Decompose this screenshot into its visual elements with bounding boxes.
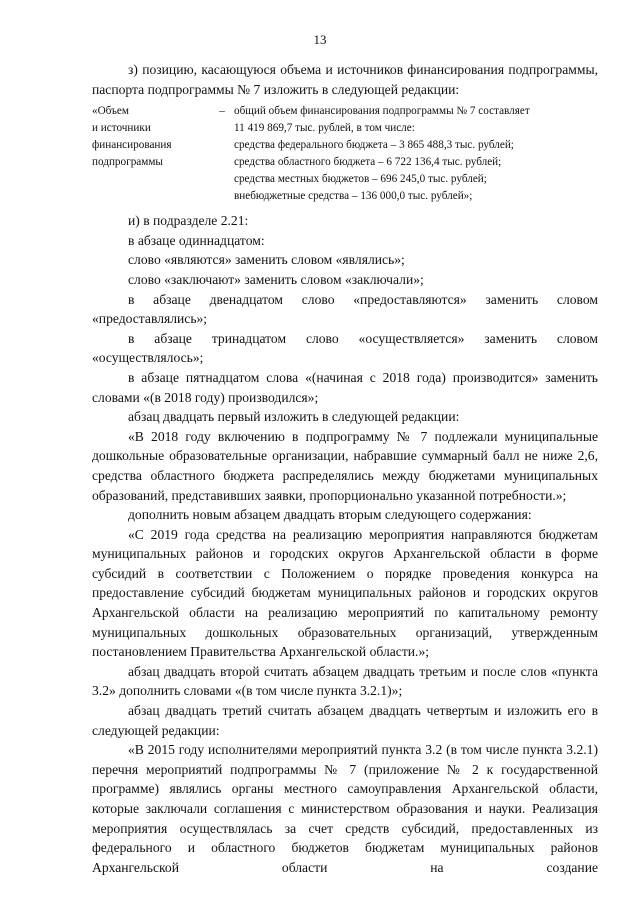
passport-right-line: средства областного бюджета – 6 722 136,4 тыс. рублей; bbox=[234, 156, 502, 169]
paragraph: абзац двадцать первый изложить в следующей редакции: bbox=[128, 409, 460, 425]
quoted-paragraph: «В 2018 году включению в подпрограмму № 7 подлежали муниципальные дошкольные образовательные организации, набравшие суммарный балл не ниже 2,6, средства областного бюджета распределялись между бюджетами муниципальных образований, представивших заявки, пропорционально указанной потребности.»; bbox=[92, 428, 598, 503]
passport-right-line: средства местных бюджетов – 696 245,0 тыс. рублей; bbox=[234, 173, 487, 186]
paragraph: в абзаце тринадцатом слово «осуществляется» заменить словом «осуществлялось»; bbox=[92, 330, 598, 366]
passport-left-line: финансирования bbox=[92, 139, 172, 152]
paragraph: в абзаце двенадцатом слово «предоставляются» заменить словом «предоставлялись»; bbox=[92, 291, 598, 327]
passport-right-line: внебюджетные средства – 136 000,0 тыс. рублей»; bbox=[234, 190, 473, 203]
paragraph: в абзаце пятнадцатом слова «(начиная с 2018 года) производится» заменить словами «(в 2018 году) производился»; bbox=[92, 369, 598, 405]
paragraph: абзац двадцать третий считать абзацем двадцать четвертым и изложить его в следующей редакции: bbox=[92, 703, 598, 738]
page-number: 13 bbox=[313, 32, 327, 47]
passport-right-line: 11 419 869,7 тыс. рублей, в том числе: bbox=[234, 122, 415, 135]
item-z-paragraph: з) позицию, касающуюся объема и источников финансирования подпрограммы, паспорта подпрограммы № 7 изложить в следующей редакции: bbox=[92, 62, 598, 97]
paragraph: абзац двадцать второй считать абзацем двадцать третьим и после слов «пункта 3.2» дополнить словами «(в том числе пункта 3.2.1)»; bbox=[92, 663, 598, 699]
passport-right-cell bbox=[234, 103, 598, 205]
paragraph: дополнить новым абзацем двадцать вторым следующего содержания: bbox=[128, 507, 532, 523]
passport-right-line: общий объем финансирования подпрограммы № 7 составляет bbox=[234, 105, 530, 118]
passport-dash: – bbox=[219, 105, 225, 118]
quoted-paragraph: «В 2015 году исполнителями мероприятий пункта 3.2 (в том числе пункта 3.2.1) перечня мероприятий подпрограммы № 7 (приложение № 2 к государственной программе) являлись органы местного самоуправления Архангельской области, которые заключали соглашения с министерством образования и науки. Реализация мероприятия осуществлялась за счет средств субсидий, предоставленных из федерального и областного бюджетов бюджетам муниципальных районов Архангельской области на создание bbox=[92, 742, 598, 875]
document-body bbox=[92, 60, 598, 877]
passport-table bbox=[92, 103, 598, 205]
paragraph: слово «являются» заменить словом «являлись»; bbox=[128, 252, 405, 268]
paragraph: в абзаце одиннадцатом: bbox=[128, 232, 265, 248]
passport-left-line: и источники bbox=[92, 122, 151, 135]
passport-left-cell bbox=[92, 103, 210, 205]
item-i-heading: и) в подразделе 2.21: bbox=[128, 213, 249, 229]
passport-right-line: средства федерального бюджета – 3 865 488,3 тыс. рублей; bbox=[234, 139, 514, 152]
passport-left-line: подпрограммы bbox=[92, 156, 163, 169]
passport-left-line: «Объем bbox=[92, 105, 129, 118]
quoted-paragraph: «С 2019 года средства на реализацию мероприятия направляются бюджетам муниципальных районов и городских округов Архангельской области в форме субсидий в соответствии с Положением о порядке проведения конкурса на предоставление субсидий бюджетам муниципальных районов и городских округов Архангельской области на реализацию мероприятий по капитальному ремонту муниципальных дошкольных образовательных организаций, утвержденным постановлением Правительства Архангельской области.»; bbox=[92, 526, 598, 660]
paragraph: слово «заключают» заменить словом «заключали»; bbox=[128, 271, 424, 287]
